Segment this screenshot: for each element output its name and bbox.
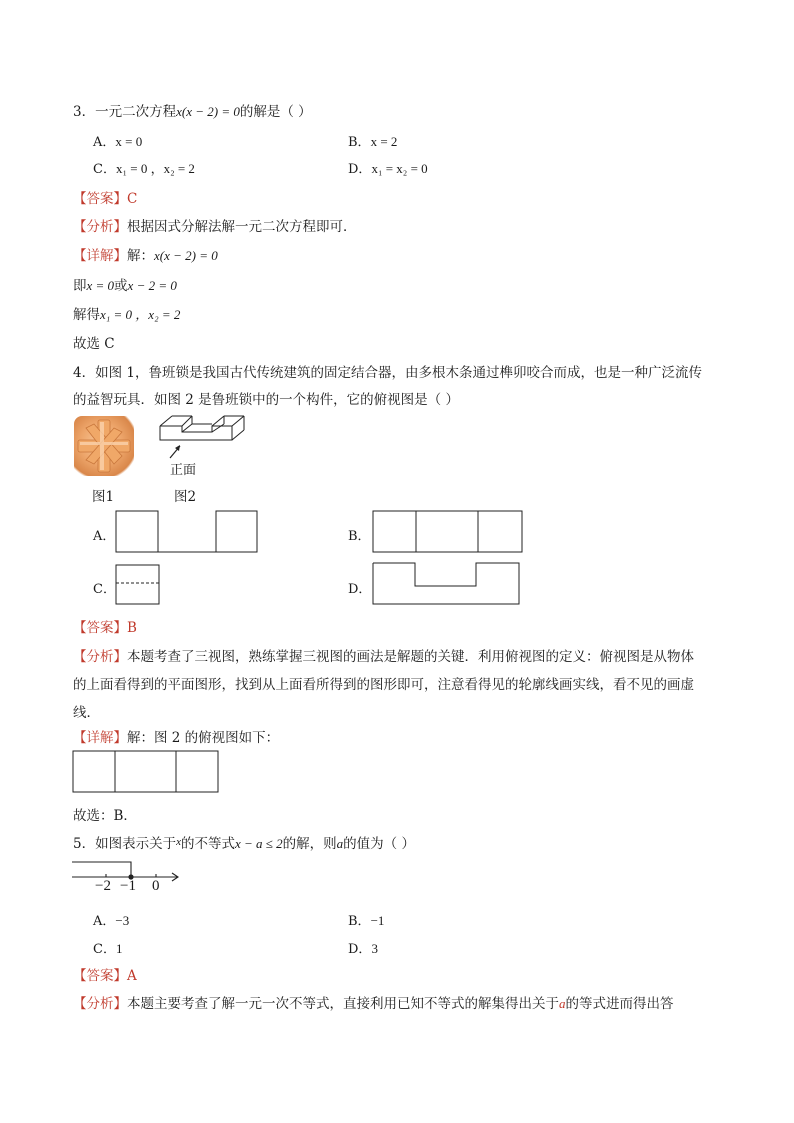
step-text: 解得	[73, 307, 100, 323]
variable-a: a	[336, 836, 344, 851]
q4-solution-figure	[72, 750, 222, 794]
inequality: x − a ≤ 2	[234, 836, 283, 851]
stem-text: 5．如图表示关于	[73, 836, 177, 852]
luban-lock-drawing	[72, 414, 136, 478]
q4-detail	[73, 726, 279, 746]
step-math: x₁ = 0 ，x₂ = 2	[100, 307, 181, 322]
q3-option-a[interactable]	[93, 131, 142, 150]
detail-equation: x(x − 2) = 0	[154, 248, 218, 263]
option-text: −3	[115, 913, 130, 928]
option-text: 1	[115, 941, 123, 956]
option-letter: A．	[93, 135, 116, 150]
q5-option-b[interactable]	[348, 910, 384, 929]
tick-label-neg2: −2	[95, 878, 111, 894]
analysis-text: 的等式进而得出答	[565, 996, 674, 1012]
fig1-caption: 图1	[92, 489, 115, 505]
option-letter: B．	[348, 135, 371, 150]
stem-text: 的不等式	[180, 836, 235, 852]
q4-option-c-label[interactable]: C．	[93, 582, 116, 597]
q4-option-d-figure[interactable]	[372, 562, 522, 606]
q3-stem-before: 一元二次方程	[95, 104, 177, 120]
fig2-caption: 图2	[174, 489, 197, 505]
answer-value: A	[127, 968, 137, 984]
answer-value: B	[127, 620, 137, 636]
analysis-tag: 【分析】	[73, 996, 127, 1012]
step-math: x = 0	[86, 278, 115, 293]
stem-text: 的解，则	[282, 836, 337, 852]
q3-number: 3．	[73, 104, 96, 120]
q3-analysis	[73, 215, 357, 235]
q3-stem	[73, 100, 312, 120]
option-letter: C．	[93, 942, 116, 957]
q4-conclusion: 故选：B．	[73, 808, 137, 824]
step-text: 或	[114, 278, 128, 294]
q4-analysis-line2: 的上面看得到的平面图形，找到从上面看所得到的图形即可，注意看得见的轮廓线画实线，看不见的画虚	[73, 677, 694, 693]
q4-option-d-label[interactable]: D．	[348, 582, 372, 597]
q3-equation: x(x − 2) = 0	[176, 104, 240, 119]
tick-label-neg1: −1	[120, 878, 136, 894]
option-text: x₁ = x₂ = 0	[371, 161, 428, 176]
q3-stem-after: 的解是（ ）	[239, 104, 312, 120]
q3-option-c[interactable]	[93, 158, 195, 177]
analysis-text: 本题考查了三视图，熟练掌握三视图的画法是解题的关键．利用俯视图的定义：俯视图是从物体	[127, 649, 694, 665]
q4-option-b-label[interactable]: B．	[348, 529, 371, 544]
analysis-tag: 【分析】	[73, 219, 127, 235]
q4-stem-line2: 的益智玩具．如图 2 是鲁班锁中的一个构件，它的俯视图是（ ）	[73, 392, 459, 408]
q5-option-a[interactable]	[93, 910, 129, 929]
variable-x: x	[176, 836, 181, 848]
q4-answer	[73, 616, 137, 636]
analysis-text: 本题主要考查了解一元一次不等式，直接利用已知不等式的解集得出关于	[127, 996, 559, 1012]
q4-stem-line1: 4．如图 1，鲁班锁是我国古代传统建筑的固定结合器，由多根木条通过榫卯咬合而成，也是一种广泛流传	[73, 365, 702, 381]
stem-text: 的值为（ ）	[343, 836, 415, 852]
q5-option-c[interactable]	[93, 938, 122, 957]
answer-tag: 【答案】	[73, 968, 127, 984]
q5-option-d[interactable]	[348, 938, 378, 957]
q5-analysis	[73, 992, 674, 1012]
analysis-text: 根据因式分解法解一元二次方程即可．	[127, 219, 357, 235]
answer-tag: 【答案】	[73, 191, 127, 207]
option-letter: D．	[348, 162, 372, 177]
front-label: 正面	[170, 463, 197, 478]
q3-conclusion: 故选 C	[73, 336, 115, 352]
detail-lead: 解：	[127, 248, 154, 264]
option-letter: C．	[93, 162, 116, 177]
q5-answer	[73, 964, 137, 984]
step-math: x − 2 = 0	[127, 278, 177, 293]
detail-tag: 【详解】	[73, 730, 127, 746]
q4-option-a-label[interactable]: A．	[93, 529, 116, 544]
answer-value: C	[127, 191, 138, 207]
answer-tag: 【答案】	[73, 620, 127, 636]
option-text: x₁ = 0 ，x₂ = 2	[115, 161, 195, 176]
detail-tag: 【详解】	[73, 248, 127, 264]
step-text: 即	[73, 278, 87, 294]
option-letter: D．	[348, 942, 372, 957]
q4-option-a-figure[interactable]	[115, 510, 260, 554]
option-letter: B．	[348, 914, 371, 929]
q3-option-b[interactable]	[348, 131, 397, 150]
q4-option-c-figure[interactable]	[115, 564, 161, 606]
q3-option-d[interactable]	[348, 158, 428, 177]
option-text: −1	[370, 913, 385, 928]
q3-answer	[73, 187, 137, 207]
analysis-tag: 【分析】	[73, 649, 127, 665]
q4-analysis-line1	[73, 645, 694, 665]
q3-detail	[73, 244, 218, 264]
q3-step-2	[73, 303, 180, 323]
option-text: x = 2	[370, 134, 398, 149]
analysis-variable: a	[559, 996, 566, 1011]
detail-text: 解：图 2 的俯视图如下：	[127, 730, 280, 746]
option-letter: A．	[93, 914, 116, 929]
q4-analysis-line3: 线．	[73, 705, 100, 721]
option-text: x = 0	[115, 134, 143, 149]
option-text: 3	[371, 941, 378, 956]
q4-option-b-figure[interactable]	[372, 510, 524, 554]
q3-step-1	[73, 274, 177, 294]
tick-label-0: 0	[152, 878, 160, 894]
q5-stem	[73, 832, 415, 852]
